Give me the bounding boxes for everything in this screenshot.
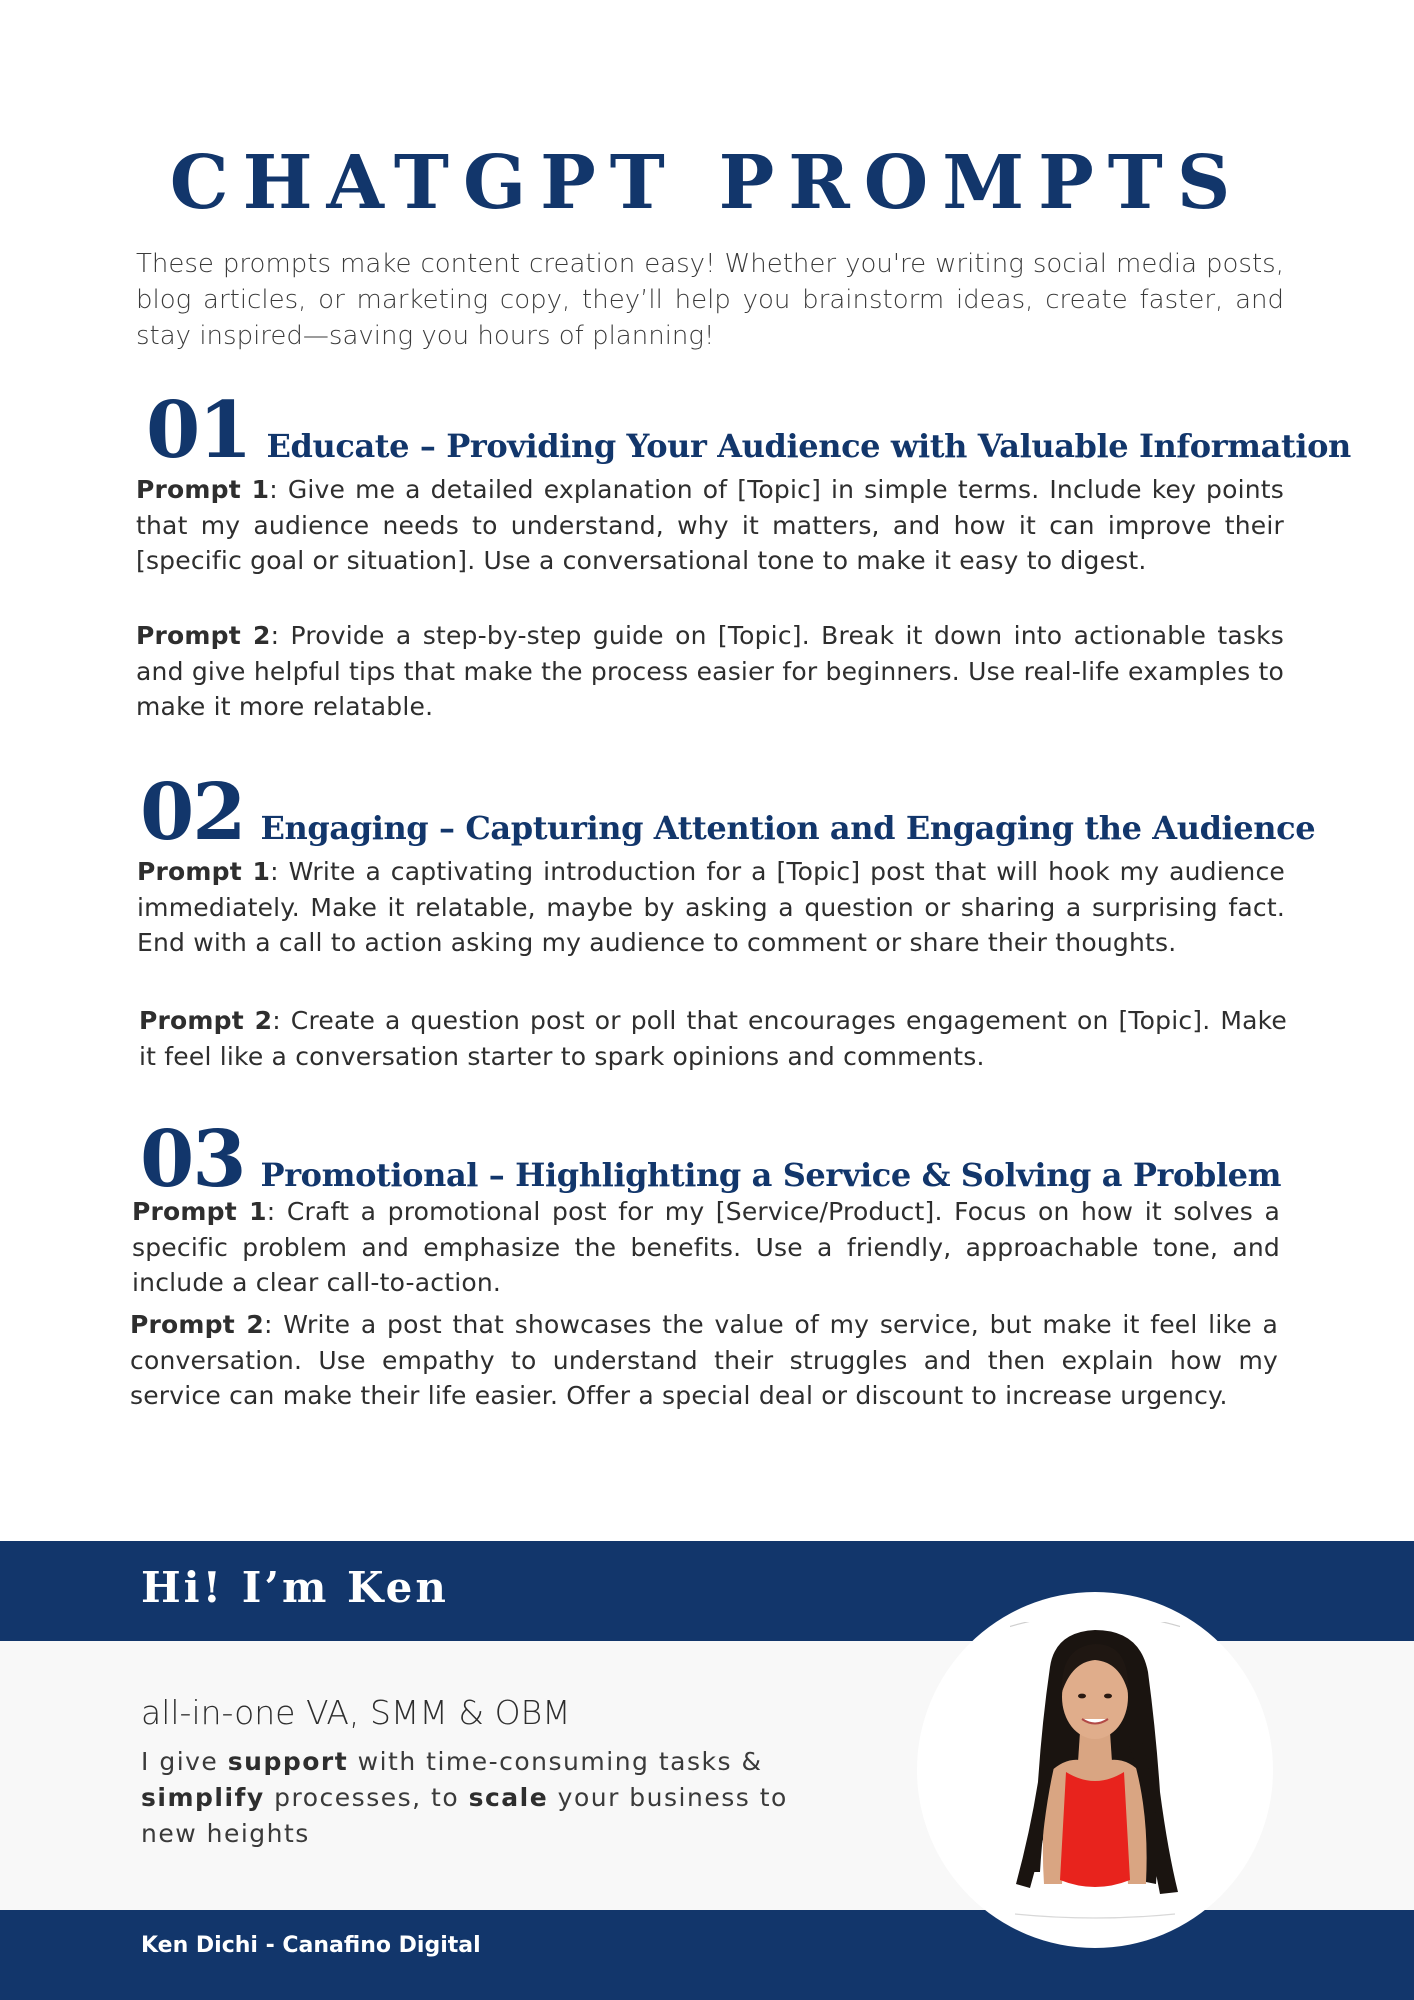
prompt-label: Prompt 2: [139, 1006, 273, 1035]
prompt-text: : Provide a step-by-step guide on [Topic]. Break it down into actionable tasks and give helpful tips that make the process easier for beginners. Use real-life examples to make it more relatable.: [136, 621, 1284, 721]
section-number: 01: [146, 385, 251, 476]
profile-photo: [1010, 1622, 1180, 1922]
section-number: 03: [140, 1114, 245, 1205]
section-03-prompt-2: [130, 1307, 1278, 1414]
tagline-text: I give: [141, 1747, 228, 1776]
section-03-prompt-1: [132, 1194, 1280, 1301]
section-number: 02: [140, 767, 245, 858]
prompt-label: Prompt 2: [136, 621, 271, 650]
section-title: Engaging – Capturing Attention and Engaging the Audience: [260, 809, 1316, 847]
section-01-prompt-2: [136, 618, 1284, 725]
tagline-emphasis: support: [227, 1747, 349, 1776]
tagline-emphasis: simplify: [141, 1783, 265, 1812]
section-02-prompt-2: [139, 1003, 1287, 1074]
tagline-emphasis: scale: [468, 1783, 549, 1812]
prompt-text: : Write a captivating introduction for a [Topic] post that will hook my audience immediately. Make it relatable, maybe by asking a question or sharing a surprising fact. End with a call to action asking my audience to comment or share their thoughts.: [137, 857, 1286, 957]
section-03-heading: [140, 1114, 1282, 1205]
prompt-label: Prompt 1: [132, 1197, 267, 1226]
prompt-label: Prompt 1: [136, 475, 270, 504]
footer-tagline: [141, 1744, 841, 1852]
section-01-heading: [146, 385, 1351, 476]
footer-brand-name: Ken Dichi - Canafino Digital: [141, 1933, 481, 1958]
section-02-prompt-1: [137, 854, 1285, 961]
footer-greeting: Hi! I’m Ken: [141, 1563, 449, 1612]
prompt-label: Prompt 1: [137, 857, 271, 886]
prompt-label: Prompt 2: [130, 1310, 264, 1339]
footer-role: all-in-one VA, SMM & OBM: [141, 1693, 571, 1732]
tagline-text: with time-consuming tasks &: [348, 1747, 763, 1776]
intro-paragraph: These prompts make content creation easy! Whether you're writing social media posts, blog articles, or marketing copy, they’ll help you brainstorm ideas, create faster, and stay inspired—saving you hours of planning!: [136, 249, 1284, 351]
section-title: Promotional – Highlighting a Service & Solving a Problem: [260, 1156, 1282, 1194]
section-title: Educate – Providing Your Audience with Valuable Information: [266, 427, 1351, 465]
section-01-prompt-1: [136, 472, 1284, 579]
prompt-text: : Create a question post or poll that encourages engagement on [Topic]. Make it feel like a conversation starter to spark opinions and comments.: [139, 1006, 1287, 1071]
section-02-heading: [140, 767, 1316, 858]
tagline-text: processes, to: [264, 1783, 469, 1812]
prompt-text: : Give me a detailed explanation of [Topic] in simple terms. Include key points that my audience needs to understand, why it matters, and how it can improve their [specific goal or situation]. Use a conversational tone to make it easy to digest.: [136, 475, 1284, 575]
tagline-text: your business to new heights: [141, 1783, 788, 1848]
prompt-text: : Craft a promotional post for my [Service/Product]. Focus on how it solves a specific problem and emphasize the benefits. Use a friendly, approachable tone, and include a clear call-to-action.: [132, 1197, 1281, 1297]
prompt-text: : Write a post that showcases the value of my service, but make it feel like a conversation. Use empathy to understand their struggles and then explain how my service can make their life easier. Offer a special deal or discount to increase urgency.: [130, 1310, 1279, 1410]
page-title: CHATGPT PROMPTS: [169, 140, 1245, 226]
